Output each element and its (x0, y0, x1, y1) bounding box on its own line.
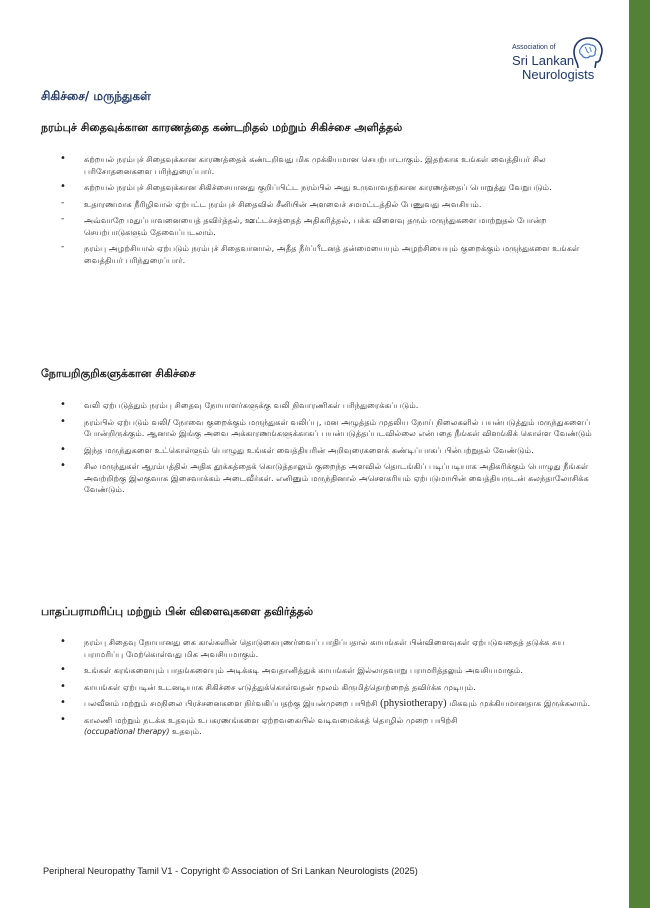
logo-line1: Association of (512, 44, 556, 51)
list-item: • நரம்பில் ஏற்படும் வலி/ நோவை குறைக்கும் மருந்துகள் வலிப்பு, மன அழுத்தம் முதலிய நோய் நிலைகளில் பயன்படுத்தும் மருந்துகளைப் போன்றிருக்கும். ஆனால் இங்கு அவை அக்காரணங்களுக்காகப் பயன்படுத்தப்படவில்லை என்பதை நீங்கள் விளங்கிக் கொள்ள வேண்டும் (60, 417, 600, 440)
list-item-text-cont: மிகவும் முக்கியமானதாக இருக்கலாம். (449, 698, 591, 708)
list-item-latin: (physiotherapy) (380, 698, 447, 709)
logo-line3: Neurologists (522, 67, 595, 82)
side-color-bar (629, 0, 650, 908)
list-item: • உங்கள் கரங்களையும் பாதங்களையும் அடிக்கடி அவதானித்துக் காயங்கள் இல்லாதவாறு பராமரித்தலும் அவசியமாகும். (60, 665, 600, 677)
section-3-list (60, 637, 600, 743)
logo (508, 36, 618, 86)
section-heading-3: பாதப்பராமரிப்பு மற்றும் பின் விளைவுகளை தவிர்த்தல் (41, 605, 314, 618)
list-item: - நரம்பு அழற்சியால் ஏற்படும் நரம்புச் சிதைவானால், அதீத நீர்ப்பீடனத் தன்மையையும் அழற்சியையும் குறைக்கும் மருந்துகளை உங்கள் வைத்தியர் பரிந்துரைப்பார். (60, 243, 600, 266)
section-1-list (60, 154, 600, 271)
list-item-text: காலணி மற்றும் நடக்க உதவும் உபகரணங்களை ஏற்றவகையில் வடிவமைக்கத் தொழில் முறை பயிற்சி (84, 714, 458, 725)
list-item: • சில மருந்துகள் ஆரம்பத்தில் அதிக தூக்கத்தைக் கொடுத்தாலும் குறைந்த அளவில் தொடங்கிப் படிப்படியாக அதிகரிக்கும் பொழுது நீங்கள் அவற்றிற்கு இலகுவாக இசைவாக்கம் அடைவீர்கள். எனினும் மருந்தினால் அசௌகரியம் ஏற்படுமாயின் வைத்தியருடன் கலந்தாலோசிக்க வேண்டும். (60, 461, 600, 496)
list-item-note: (occupational therapy) (84, 727, 170, 736)
brain-head-icon (568, 36, 606, 70)
document-title: சிகிச்சை/ மருந்துகள் (41, 89, 151, 103)
logo-line2: Sri Lankan (512, 53, 575, 68)
list-item (60, 715, 600, 738)
list-item: • வலி ஏற்படுத்தும் நரம்பு சிதைவு நோயாளர்களுக்கு வலி நிவாரணிகள் பரிந்துரைக்கப்படும். (60, 400, 600, 412)
list-item-text: பலவீனம் மற்றும் சமநிலை பிரச்சனைகளை நிர்வகிப்பதற்கு இயன்முறை பயிற்சி (84, 698, 378, 708)
list-item: - அவ்வாறே மதுப்பாவனையைத் தவிர்த்தல், ஊட்டச்சத்தைத் அதிகரித்தல், பக்க விளைவு தரும் மருந்துகளை மாற்றுதல் போன்ற செயற்பாடுகளும் தேவைப்படலாம். (60, 215, 600, 238)
list-item: • காயங்கள் ஏற்படின் உடனடியாக சிகிச்சை எடுத்துக்கொள்வதன் மூலம் கிருமித்தொற்றைத் தவிர்க்க முடியும். (60, 682, 600, 694)
list-item: - உதாரணமாக நீரிழிவால் ஏற்பட்ட நரம்புச் சிதைவில் சீனியின் அளவைச் சமமட்டத்தில் பேணுவது அவசியம். (60, 199, 600, 211)
footer-copyright: Peripheral Neuropathy Tamil V1 - Copyright © Association of Sri Lankan Neurologists (2025) (43, 866, 418, 876)
list-item-text-cont: உதவும். (172, 726, 202, 736)
section-heading-2: நோயறிகுறிகளுக்கான சிகிச்சை (41, 367, 196, 380)
list-item: • சுற்றயல் நரம்புச் சிதைவுக்கான சிகிச்சையானது குறிப்பிட்ட நரம்பில் அது உருவாவதற்கான காரணத்தைப் பொறுத்து வேறுபடும். (60, 182, 600, 194)
list-item: • நரம்பு சிதைவு நோயானது கை கால்களின் தொடுகையுணர்வைப் பாதிப்பதால் காயங்கள் பின்விளைவுகள் ஏற்படுவதைத் தடுக்க சுய பராமரிப்பு மேற்கொள்வது மிக அவசியமாகும். (60, 637, 600, 660)
section-heading-1: நரம்புச் சிதைவுக்கான காரணத்தை கண்டறிதல் மற்றும் சிகிச்சை அளித்தல் (41, 121, 403, 134)
list-item: • சுற்றயல் நரம்புச் சிதைவுக்கான காரணத்தைக் கண்டறிவது மிக முக்கியமான செயற்பாடாகும். இதற்காக உங்கள் வைத்தியர் சில பரிசோதனைகளை பரிந்துரைப்பார். (60, 154, 600, 177)
list-item (60, 698, 600, 710)
list-item: • இந்த மருந்துகளை உட்கொள்ளும் பொழுது உங்கள் வைத்தியரின் அறிவுரைகளைக் கண்டிப்பாகப் பின்பற்றுதல் வேண்டும். (60, 445, 600, 457)
section-2-list (60, 400, 600, 501)
